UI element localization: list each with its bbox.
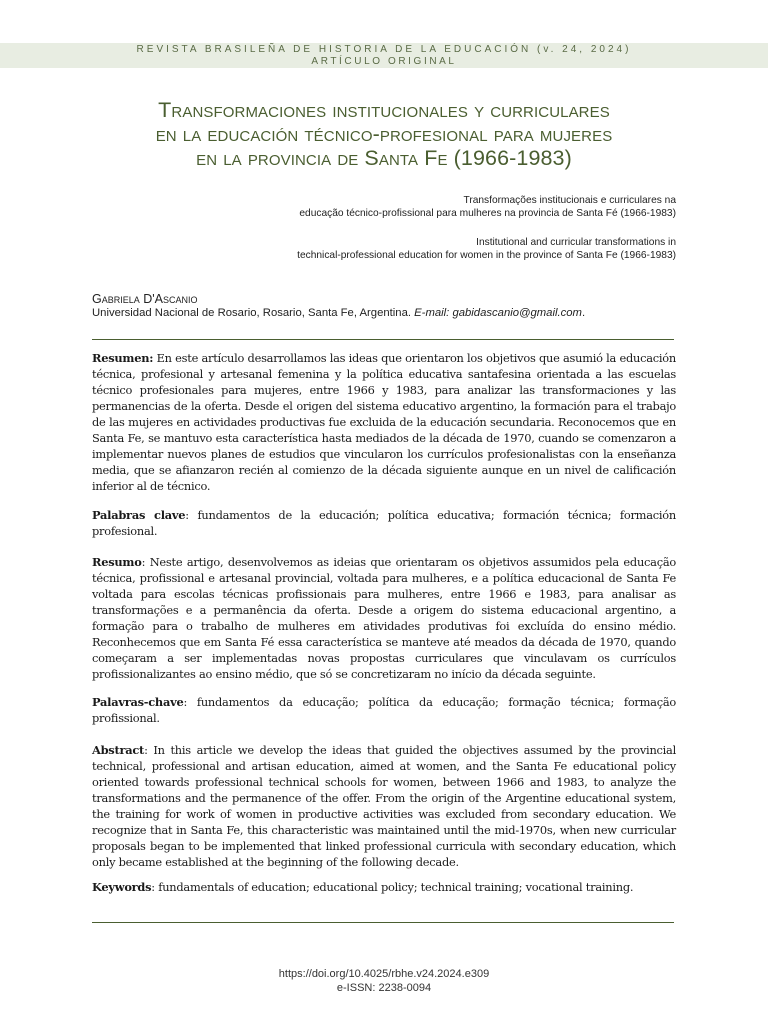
author-affiliation: Universidad Nacional de Rosario, Rosario, Santa Fe, Argentina. E-mail: gabidascanio@gmail.com.: [92, 307, 586, 319]
title-line: en la provincia de Santa Fe (1966-1983): [196, 146, 572, 170]
title-english-line: technical-professional education for women in the province of Santa Fe (1966-1983): [297, 249, 676, 261]
resumen-text: En este artículo desarrollamos las ideas que orientaron los objetivos que asumió la educación técnica, profesional y artesanal femenina y la política educativa santafesina orientada a las escuelas técnico profesionales para mujeres, entre 1966 y 1983, para analizar las transformaciones y las permanencias de la oferta. Desde el origen del sistema educativo argentino, la formación para el trabajo de las mujeres en actividades productivas fue excluida de la educación secundaria. Reconocemos que en Santa Fe, se mantuvo esta característica hasta mediados de la década de 1970, cuando se comenzaron a implementar nuevos planes de estudios que vincularon los currículos profesionalistas con la enseñanza media, que se afianzaron recién al comienzo de la década siguiente aunque en un nivel de calificación inferior al de técnico.: [92, 351, 676, 493]
article-title: [60, 98, 708, 170]
title-line: en la educación técnico-profesional para mujeres: [155, 122, 613, 146]
palavras-chave-label: Palavras-chave: [92, 695, 184, 709]
abstract-text: : In this article we develop the ideas that guided the objectives assumed by the provincial technical, professional and artisan education, aimed at women, and the Santa Fe educational policy oriented towards professional technical schools for women, between 1966 and 1983, to analyze the transformations and the permanence of the offer. From the origin of the Argentine educational system, the training for work of women in productive activities was excluded from secondary education. We recognize that in Santa Fe, this characteristic was maintained until the mid-1970s, when new curricular proposals began to be implemented that linked professional curricula with secondary education, which only became established at the beginning of the following decade.: [92, 743, 676, 869]
keywords-block: [92, 879, 676, 895]
resumen-block: [92, 350, 676, 494]
resumo-text: : Neste artigo, desenvolvemos as ideias que orientaram os objetivos assumidos pela educação técnica, profissional e artesanal provincial, voltada para mulheres, e a política educacional de Santa Fe voltada para escolas técnicas profissionais para mulheres, entre 1966 e 1983, para analisar as transformações e a permanência da oferta. Desde a origem do sistema educacional argentino, a formação para o trabalho de mulheres em atividades produtivas foi excluída do ensino médio. Reconhecemos que em Santa Fé essa característica se manteve até meados da década de 1970, quando começaram a ser implementadas novas propostas curriculares que vinculavam os currículos profissionalizantes ao ensino médio, que só se concretizaram no início da década seguinte.: [92, 555, 676, 681]
author-email[interactable]: gabidascanio@gmail.com: [452, 307, 582, 319]
abstract-label: Abstract: [92, 743, 145, 757]
resumo-block: [92, 554, 676, 682]
divider-bottom: [92, 922, 674, 923]
keywords-text: : fundamentals of education; educational policy; technical training; vocational training.: [151, 880, 634, 894]
palavras-chave-text: : fundamentos da educação; política da educação; formação técnica; formação profissional.: [92, 695, 676, 725]
issn: e-ISSN: 2238-0094: [336, 982, 432, 994]
article-type: ARTÍCULO ORIGINAL: [311, 56, 457, 67]
title-portuguese-line: Transformações institucionais e curriculares na: [463, 195, 676, 206]
divider-top: [92, 339, 674, 340]
keywords-label: Keywords: [92, 880, 152, 894]
title-portuguese: [299, 195, 676, 220]
affiliation-text: Universidad Nacional de Rosario, Rosario, Santa Fe, Argentina.: [92, 307, 411, 319]
title-english-line: Institutional and curricular transformations in: [476, 237, 676, 248]
palabras-clave-text: : fundamentos de la educación; política educativa; formación técnica; formación profesional.: [92, 508, 676, 538]
palabras-clave-block: [92, 507, 676, 539]
doi-link[interactable]: https://doi.org/10.4025/rbhe.v24.2024.e309: [278, 968, 490, 980]
palavras-chave-block: [92, 694, 676, 726]
title-line: Transformaciones institucionales y curriculares: [158, 98, 610, 122]
journal-name: REVISTA BRASILEÑA DE HISTORIA DE LA EDUCACIÓN (v. 24, 2024): [136, 44, 632, 55]
palabras-clave-label: Palabras clave: [92, 508, 186, 522]
title-english: [297, 237, 676, 262]
abstract-block: [92, 742, 676, 870]
resumen-label: Resumen:: [92, 351, 154, 365]
email-label: E-mail:: [414, 307, 450, 319]
resumo-label: Resumo: [92, 555, 142, 569]
title-portuguese-line: educação técnico-profissional para mulheres na provincia de Santa Fé (1966-1983): [299, 207, 676, 219]
author-name: Gabriela D'Ascanio: [92, 292, 198, 306]
